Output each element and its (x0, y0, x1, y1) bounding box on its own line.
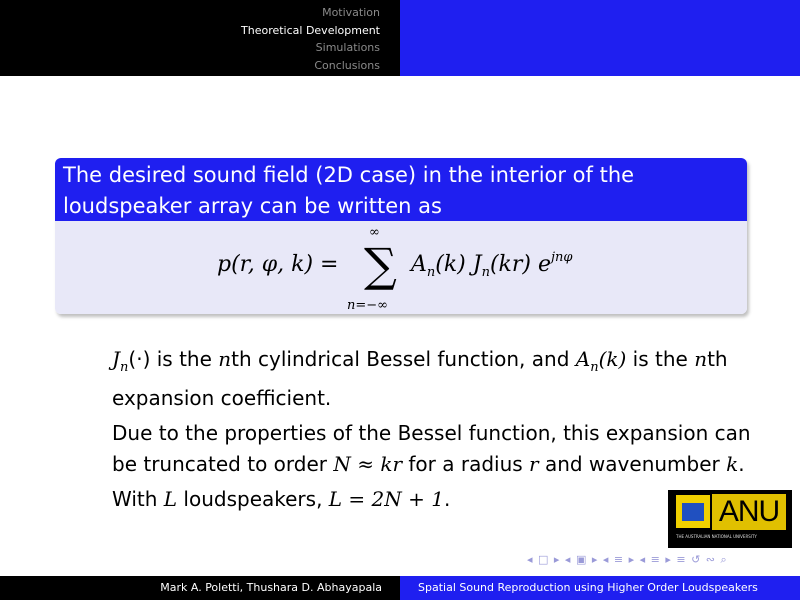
anu-logo (668, 490, 792, 548)
anu-logo-subtext: THE AUSTRALIAN NATIONAL UNIVERSITY (676, 534, 757, 539)
nav-item-theoretical-development[interactable]: Theoretical Development (241, 23, 380, 37)
paragraph-truncation: Due to the properties of the Bessel function, this expansion can be truncated to order N ≈ kr for a radius r and wavenumber k. (112, 421, 751, 476)
block-body (55, 221, 747, 314)
beamer-navigation-symbols[interactable]: ◂ □ ▸ ◂ ▣ ▸ ◂ ≡ ▸ ◂ ≡ ▸ ≡ ↺ ∾ ⌕ (527, 553, 728, 566)
block-title: The desired sound field (2D case) in the interior of the loudspeaker array can be written as (55, 158, 747, 221)
header-left-bar (0, 0, 400, 76)
anu-crest-icon (676, 495, 710, 528)
theorem-block (55, 158, 747, 314)
sound-field-formula (55, 221, 747, 314)
nav-item-conclusions[interactable]: Conclusions (314, 58, 380, 72)
summation-symbol: ∑ (364, 238, 397, 292)
sum-lower-limit: n=−∞ (347, 298, 388, 313)
nav-item-motivation[interactable]: Motivation (322, 6, 380, 19)
nav-item-simulations[interactable]: Simulations (315, 41, 380, 54)
header-right-bar (400, 0, 800, 76)
paragraph-bessel: $J_n(\cdot)$ is the nth cylindrical Bessel function, and $A_n(k)$ is the nth expansion coefficient. (112, 347, 728, 410)
paragraph-loudspeakers: With L loudspeakers, L = 2N + 1. (112, 487, 451, 511)
sum-upper-limit: ∞ (369, 225, 380, 240)
formula-lhs: p(r, φ, k) = (217, 252, 339, 277)
formula-rhs-a: $A_n(k)$ $J_n(kr)$ $e^{jn\varphi}$ (411, 250, 573, 280)
slide-content (112, 344, 752, 519)
footer-authors: Mark A. Poletti, Thushara D. Abhayapala (0, 576, 400, 600)
anu-logo-text: ANU (712, 494, 786, 530)
footer-title: Spatial Sound Reproduction using Higher Order Loudspeakers (400, 576, 800, 600)
section-navigation (241, 4, 380, 74)
